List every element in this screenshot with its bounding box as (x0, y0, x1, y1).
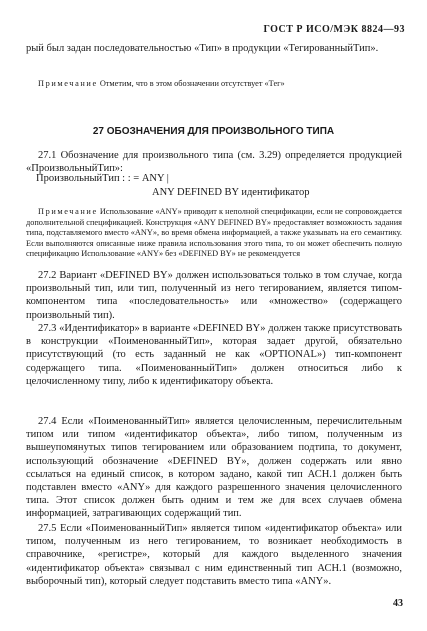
note-any (26, 207, 402, 260)
section-title: 27 ОБОЗНАЧЕНИЯ ДЛЯ ПРОИЗВОЛЬНОГО ТИПА (92, 126, 335, 137)
intro-note-text: Отметим, что в этом обозначении отсутствует «Тег» (99, 79, 285, 88)
paragraph-27-3: 27.3 «Идентификатор» в варианте «DEFINED BY» должен также присутствовать в конструкции «ПоименованныйТип», которая задает другой, обязательно присутствующий (то есть заданный не как «OPTIONAL») тип-компонент содержащего типа. «ПоименованныйТип» должен относиться либо к целочисленному типу, либо к идентификатору объекта. (26, 323, 402, 387)
paragraph-27-5: 27.5 Если «ПоименованныйТип» является типом «идентификатор объекта» или типом, полученным из него тегированием, то возникает необходимость в справочнике, «регистре», который для каждого выделенного значения «идентификатор объекта» связывал с ним единственный тип АСН.1 (возможно, выборочный тип), который следует подставить вместо типа «ANY». (26, 523, 402, 587)
paragraph-27-1: 27.1 Обозначение для произвольного типа (см. 3.29) определяется продукцией «ПроизвольныйТип»: (26, 150, 402, 175)
intro-note (26, 79, 402, 90)
note-any-text: Использование «ANY» приводит к неполной спецификации, если не сопровождается дополнительной спецификацией. Конструкция «ANY DEFINED BY» предоставляет возможность задания типа, подставляемого вместо «ANY», во время обмена информацией, а также указывать на его семантику. Если выполняются описанные ниже правила использования этого типа, то он может обеспечить полную спецификацию Использование «ANY» без «DEFINED BY» не рекомендуется (26, 207, 403, 259)
paragraph-27-4: 27.4 Если «ПоименованныйТип» является целочисленным, перечислительным типом или типом «идентификатор объекта», либо типом, полученным из вышеупомянутых типов тегированием или образованием подтипа, то документ, использующий обозначение «DEFINED BY», должен содержать или явно ссылаться на единый список, в котором задано, какой тип АСН.1 должен быть подставлен вместо «ANY» для каждого разрешенного значения целочисленного типа. Этот список должен быть одним и тем же для всех случаев обмена информацией, затрагивающих содержащий тип. (26, 416, 402, 520)
intro-paragraph (26, 42, 402, 55)
paragraph-27-2: 27.2 Вариант «DEFINED BY» должен использоваться только в том случае, когда произвольный тип, или тип, полученный из него тегированием, является типом-компонентом типа «последовательность» или «множество» (содержащего произвольный тип). (26, 270, 402, 321)
note-any-label: Примечание (38, 207, 98, 216)
production-line-2: ANY DEFINED BY идентификатор (152, 187, 310, 198)
page-number: 43 (393, 598, 403, 609)
intro-note-label: Примечание (38, 79, 98, 88)
production-line-1: ПроизвольныйТип : : = ANY | (36, 173, 169, 184)
intro-text: рый был задан последовательностью «Тип» в продукции «ТегированныйТип». (26, 43, 379, 54)
page-header: ГОСТ Р ИСО/МЭК 8824—93 (263, 24, 405, 35)
